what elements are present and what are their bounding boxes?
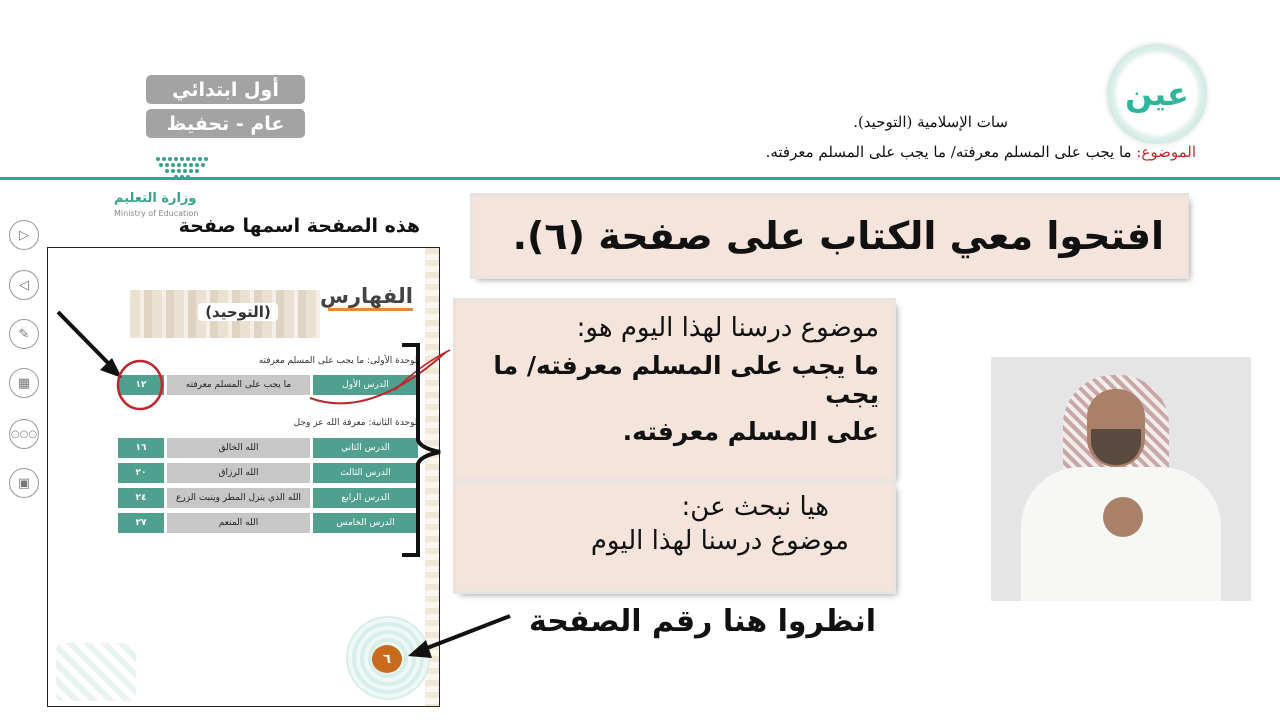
pen-icon[interactable]: ✎ xyxy=(9,319,39,349)
curly-bracket xyxy=(402,345,440,555)
whiteboard-icon[interactable]: ▦ xyxy=(9,368,39,398)
play-prev-icon[interactable]: ◁ xyxy=(9,270,39,300)
page-number-caption: انظروا هنا رقم الصفحة xyxy=(529,604,876,639)
search-box-line1: هيا نبحث عن: xyxy=(681,492,829,522)
presenter-hands xyxy=(1103,497,1143,537)
lesson-page-number: ١٦ xyxy=(118,438,164,458)
lesson-title: ما يجب على المسلم معرفته xyxy=(167,375,310,395)
page-name-caption: هذه الصفحة اسمها صفحة xyxy=(178,215,420,237)
unit2-title: الوحدة الثانية: معرفة الله عز وجل xyxy=(293,418,420,428)
lesson-name: الدرس الخامس xyxy=(313,513,418,533)
lesson-name: الدرس الأول xyxy=(313,375,418,395)
book-subject-label: (التوحيد) xyxy=(198,303,278,321)
lesson-name: الدرس الرابع xyxy=(313,488,418,508)
ministry-name-ar: وزارة التعليم xyxy=(114,191,197,206)
course-line: سات الإسلامية (التوحيد). xyxy=(853,113,1008,131)
grade-label: أول ابتدائي xyxy=(146,75,305,104)
presenter-video xyxy=(991,357,1251,601)
page-number-circle xyxy=(118,361,162,409)
topic-box-line1: موضوع درسنا لهذا اليوم هو: xyxy=(576,313,879,343)
topic-label: الموضوع: xyxy=(1136,143,1196,161)
unit1-title: الوحدة الأولى: ما يجب على المسلم معرفته xyxy=(258,356,420,366)
screen-share-icon[interactable]: ▣ xyxy=(9,468,39,498)
lesson-title: الله الخالق xyxy=(167,438,310,458)
red-underline-arrow xyxy=(310,352,446,403)
arrow-to-badge-line xyxy=(422,616,510,650)
page-number-badge: ٦ xyxy=(372,645,402,673)
topic-box-line3: على المسلم معرفته. xyxy=(622,417,879,446)
search-box xyxy=(456,484,893,591)
play-next-icon[interactable]: ▷ xyxy=(9,220,39,250)
open-book-box xyxy=(473,196,1186,276)
arrow-to-page-number-line xyxy=(58,312,112,367)
lesson-page-number: ١٢ xyxy=(118,375,164,395)
lesson-title: الله المنعم xyxy=(167,513,310,533)
book-index-title: الفهارس xyxy=(328,284,413,311)
search-box-line2: موضوع درسنا لهذا اليوم xyxy=(590,526,849,556)
topic-text: ما يجب على المسلم معرفته/ ما يجب على المسلم معرفته. xyxy=(765,143,1137,161)
lesson-title: الله الرزاق xyxy=(167,463,310,483)
track-label: عام - تحفيظ xyxy=(146,109,305,138)
ministry-name-en: Ministry of Education xyxy=(114,209,199,218)
topic-box xyxy=(456,301,893,478)
lesson-title: الله الذي ينزل المطر وينبت الزرع xyxy=(167,488,310,508)
open-book-text: افتحوا معي الكتاب على صفحة (٦). xyxy=(512,214,1164,258)
arrow-to-badge-head xyxy=(408,640,432,658)
more-icon[interactable]: ○○○ xyxy=(9,419,39,449)
lesson-page-number: ٢٠ xyxy=(118,463,164,483)
lesson-name: الدرس الثالث xyxy=(313,463,418,483)
lesson-page-number: ٢٤ xyxy=(118,488,164,508)
lesson-page-number: ٢٧ xyxy=(118,513,164,533)
eye-logo-text: عين xyxy=(1125,75,1189,113)
lesson-name: الدرس الثاني xyxy=(313,438,418,458)
topic-box-line2: ما يجب على المسلم معرفته/ ما يجب xyxy=(493,351,879,409)
